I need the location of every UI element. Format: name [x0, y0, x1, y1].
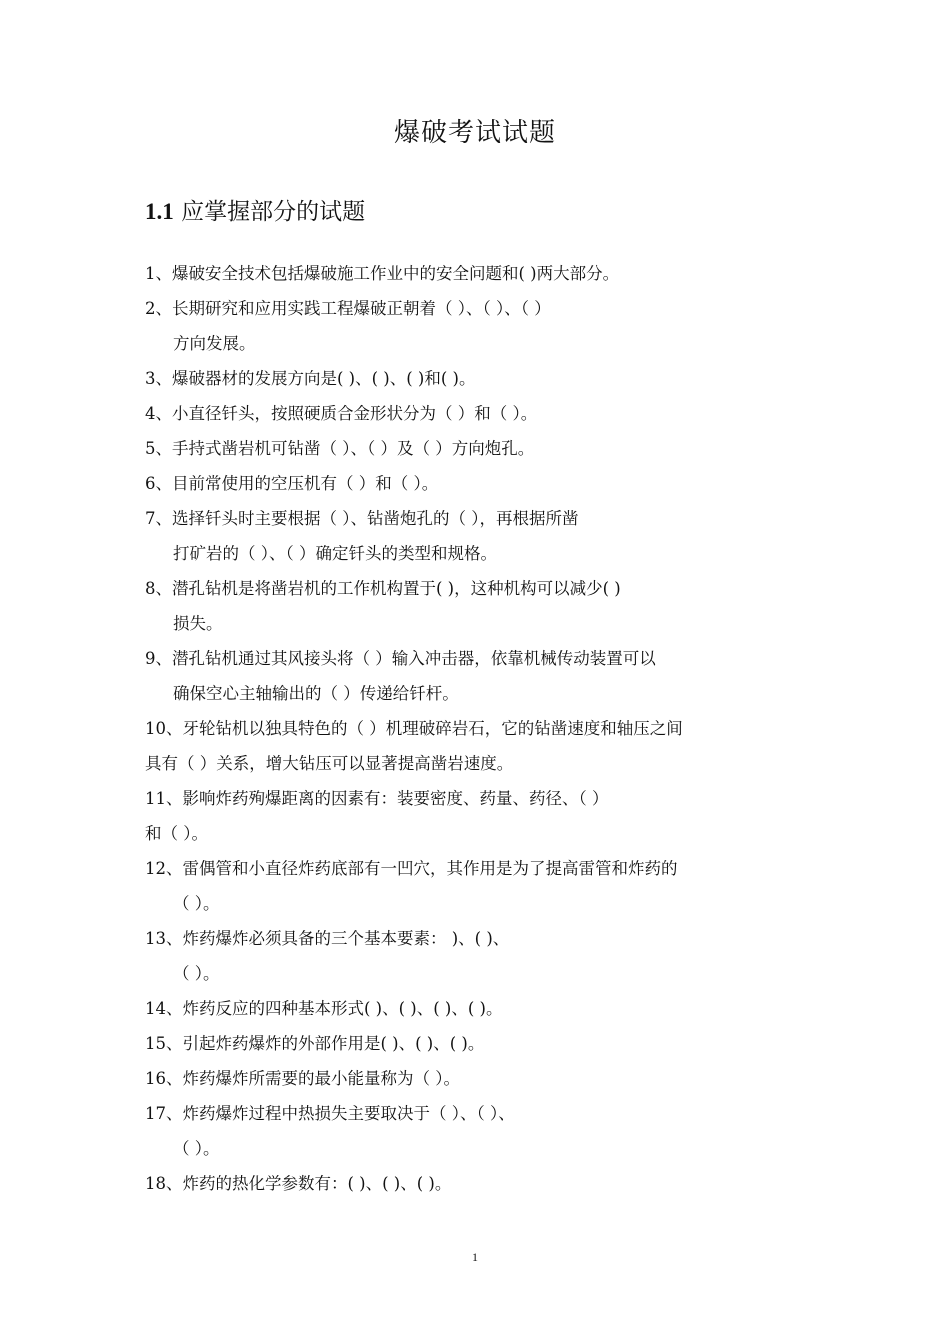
question-text: 9、潜孔钻机通过其风接头将（ ）输入冲击器，依靠机械传动装置可以: [145, 649, 656, 668]
section-title: 应掌握部分的试题: [181, 199, 366, 225]
question-item: [145, 1166, 810, 1201]
question-item: [145, 361, 810, 396]
question-text: 11、影响炸药殉爆距离的因素有：装要密度、药量、药径、（ ）: [145, 789, 609, 808]
question-text-continued: （ ）。: [173, 1139, 220, 1158]
section-number: 1.1: [145, 199, 174, 224]
question-text: 8、潜孔钻机是将凿岩机的工作机构置于( )，这种机构可以减少( ): [145, 579, 621, 598]
question-list: [145, 256, 810, 1201]
question-text: 10、牙轮钻机以独具特色的（ ）机理破碎岩石，它的钻凿速度和轴压之间: [145, 719, 683, 738]
question-item: [145, 1096, 810, 1166]
question-item: [145, 921, 810, 991]
question-text: 12、雷偶管和小直径炸药底部有一凹穴，其作用是为了提高雷管和炸药的: [145, 859, 678, 878]
question-item: [145, 1026, 810, 1061]
question-text: 5、手持式凿岩机可钻凿（ ）、（ ）及（ ）方向炮孔。: [145, 439, 535, 458]
question-text: 4、小直径钎头，按照硬质合金形状分为（ ）和（ ）。: [145, 404, 538, 423]
question-text: 7、选择钎头时主要根据（ ）、钻凿炮孔的（ ），再根据所凿: [145, 509, 579, 528]
question-item: [145, 466, 810, 501]
question-text-continued: 损失。: [173, 614, 223, 633]
question-text-continued: 打矿岩的（ ）、（ ）确定钎头的类型和规格。: [173, 544, 497, 563]
question-text-continued: 方向发展。: [173, 334, 256, 353]
section-heading: [145, 193, 365, 226]
question-item: [145, 396, 810, 431]
question-item: [145, 501, 810, 571]
question-text: 6、目前常使用的空压机有（ ）和（ ）。: [145, 474, 439, 493]
question-text: 15、引起炸药爆炸的外部作用是( )、( )、( )。: [145, 1034, 485, 1053]
question-text-continued: 具有（ ）关系，增大钻压可以显著提高凿岩速度。: [145, 754, 514, 773]
question-text-continued: （ ）。: [173, 964, 220, 983]
question-item: [145, 851, 810, 921]
question-item: [145, 571, 810, 641]
page-number: 1: [472, 1250, 478, 1264]
question-text: 3、爆破器材的发展方向是( )、( )、( )和( )。: [145, 369, 476, 388]
question-item: [145, 256, 810, 291]
question-text-continued: （ ）。: [173, 894, 220, 913]
question-text: 17、炸药爆炸过程中热损失主要取决于（ ）、（ ）、: [145, 1104, 515, 1123]
question-item: [145, 1061, 810, 1096]
question-item: [145, 431, 810, 466]
question-text-continued: 确保空心主轴输出的（ ）传递给钎杆。: [173, 684, 459, 703]
question-item: [145, 991, 810, 1026]
page-title: 爆破考试试题: [393, 118, 556, 148]
question-text: 16、炸药爆炸所需要的最小能量称为（ ）。: [145, 1069, 460, 1088]
question-item: [145, 291, 810, 361]
question-item: [145, 641, 810, 711]
question-text: 13、炸药爆炸必须具备的三个基本要素： )、( )、: [145, 929, 510, 948]
question-text: 18、炸药的热化学参数有：( )、( )、( )。: [145, 1174, 452, 1193]
question-text: 14、炸药反应的四种基本形式( )、( )、( )、( )。: [145, 999, 503, 1018]
question-text: 2、长期研究和应用实践工程爆破正朝着（ ）、（ ）、（ ）: [145, 299, 551, 318]
question-text: 1、爆破安全技术包括爆破施工作业中的安全问题和( )两大部分。: [145, 264, 620, 283]
question-text-continued: 和（ ）。: [145, 824, 208, 843]
question-item: [145, 711, 810, 781]
question-item: [145, 781, 810, 851]
